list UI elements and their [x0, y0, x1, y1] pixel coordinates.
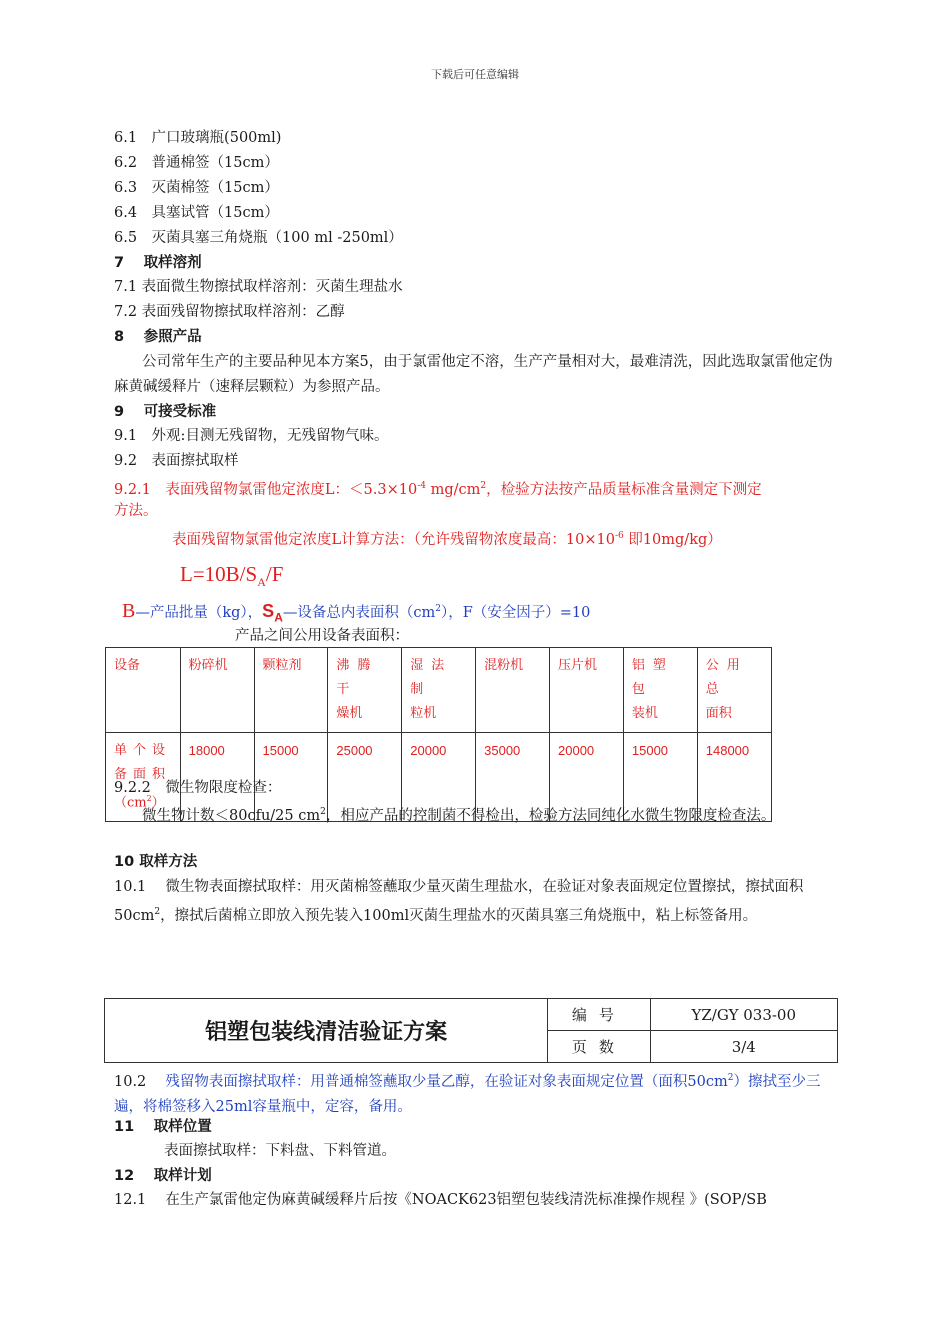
section-9-2: 9.2 表面擦拭取样	[114, 453, 239, 469]
document-title: 铝塑包装线清洁验证方案	[105, 999, 548, 1063]
item-6-1: 6.1 广口玻璃瓶(500ml)	[114, 130, 282, 146]
table-cell: 20000	[402, 733, 476, 822]
table-cell: 148000	[697, 733, 771, 822]
item-6-5: 6.5 灭菌具塞三角烧瓶（100 ml -250ml）	[114, 230, 403, 246]
section-7-2: 7.2 表面残留物擦拭取样溶剂：乙醇	[114, 304, 345, 320]
item-6-3: 6.3 灭菌棉签（15cm）	[114, 180, 279, 196]
table-cell: 25000	[328, 733, 402, 822]
table-cell: 公用总 面积	[697, 648, 771, 733]
formula-legend: B—产品批量（kg），$S_A—$设备总内表面积$(cm^2)$，F（安全因子）=10	[122, 600, 591, 625]
calc-method: 表面残留物氯雷他定浓度L计算方法：（允许残留物浓度最高：$10\times 10^{-6}$ 即10mg/kg）	[172, 531, 722, 548]
item-6-4: 6.4 具塞试管（15cm）	[114, 205, 279, 221]
section-7-1: 7.1 表面微生物擦拭取样溶剂：灭菌生理盐水	[114, 279, 403, 295]
table-caption: 产品之间公用设备表面积：	[235, 628, 409, 644]
page-header: 下载后可任意编辑	[431, 68, 519, 81]
doc-number-label: 编号	[548, 999, 650, 1031]
table-cell: 沸腾干 燥机	[328, 648, 402, 733]
table-header-row	[106, 648, 772, 733]
table-cell: 压片机	[550, 648, 624, 733]
section-9-heading: 9 可接受标准	[114, 404, 217, 420]
item-6-2: 6.2 普通棉签（15cm）	[114, 155, 279, 171]
table-cell: 湿法制 粒机	[402, 648, 476, 733]
section-10-2: 10.2 残留物表面擦拭取样：用普通棉签蘸取少量乙醇，在验证对象表面规定位置（面积$50cm^2$）擦拭至少三遍，将棉签移入25ml容量瓶中，定容，备用。	[114, 1073, 821, 1115]
table-cell: 设备	[106, 648, 181, 733]
micro-limit-body: 微生物计数＜80cfu/25 $cm^2$，相应产品的控制菌不得检出，检验方法同纯化水微生物限度检查法。	[142, 807, 776, 824]
section-10-heading: 10 取样方法	[114, 854, 198, 870]
table-cell: 15000	[623, 733, 697, 822]
section-8-body: 公司常年生产的主要品种见本方案5，由于氯雷他定不溶，生产产量相对大，最难清洗，因此选取氯雷他定伪麻黄碱缓释片（速释层颗粒）为参照产品。	[114, 354, 833, 395]
section-11-heading: 11 取样位置	[114, 1119, 212, 1135]
section-9-1: 9.1 外观:目测无残留物，无残留物气味。	[114, 428, 389, 444]
section-12-heading: 12 取样计划	[114, 1168, 212, 1184]
doc-number-value: YZ/GY 033-00	[650, 999, 837, 1031]
table-cell: 粉碎机	[180, 648, 254, 733]
table-cell: 铝塑包 装机	[623, 648, 697, 733]
section-9-2-2: 9.2.2 微生物限度检查：	[114, 780, 282, 796]
section-10-1: 10.1 微生物表面擦拭取样：用灭菌棉签蘸取少量灭菌生理盐水，在验证对象表面规定位置擦拭，擦拭面积$50cm^2$，擦拭后菌棉立即放入预先装入100ml灭菌生理盐水的灭菌具塞三角烧瓶中，粘上标签备用。	[114, 879, 804, 924]
table-cell: 单个设 备面积 $(cm^2)$	[106, 733, 181, 822]
table-cell: 20000	[550, 733, 624, 822]
section-9-2-1-cont: 方法。	[114, 503, 158, 519]
table-cell: 15000	[254, 733, 328, 822]
table-cell: 18000	[180, 733, 254, 822]
page-count-label: 页数	[548, 1031, 650, 1063]
table-cell: 混粉机	[476, 648, 550, 733]
table-cell: 颗粒剂	[254, 648, 328, 733]
section-9-2-1: 9.2.1 表面残留物氯雷他定浓度L：$<5.3\times 10^{-4}$ $mg/cm^2$，检验方法按产品质量标准含量测定下测定	[114, 481, 762, 498]
formula: $L=10B/S_A/F$	[180, 562, 284, 590]
section-12-1: 12.1 在生产氯雷他定伪麻黄碱缓释片后按《NOACK623铝塑包装线清洗标准操作规程 》(SOP/SB	[114, 1192, 767, 1208]
section-7-heading: 7 取样溶剂	[114, 255, 202, 271]
document-title-block	[104, 998, 838, 1063]
section-8-heading: 8 参照产品	[114, 329, 202, 345]
section-11-body: 表面擦拭取样：下料盘、下料管道。	[164, 1143, 396, 1159]
page-count-value: 3/4	[650, 1031, 837, 1063]
table-cell: 35000	[476, 733, 550, 822]
